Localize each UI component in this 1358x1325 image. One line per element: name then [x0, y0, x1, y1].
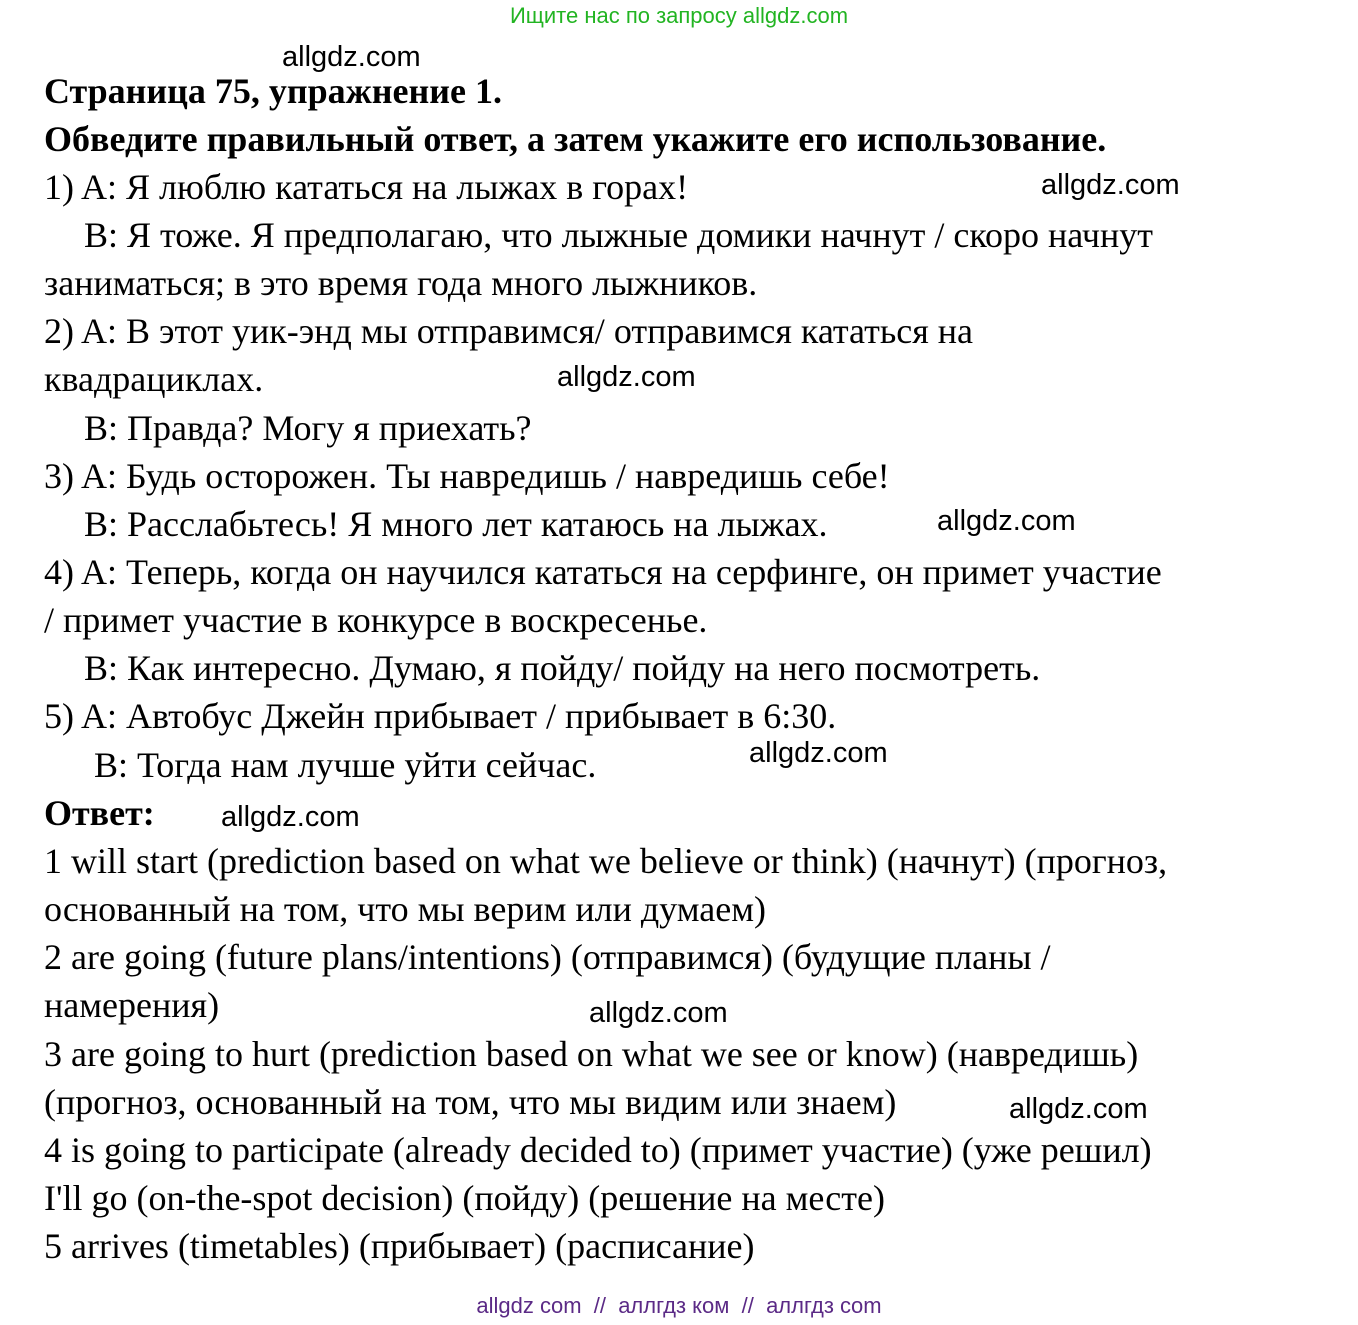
exercise-line: B: Правда? Могу я приехать? — [84, 408, 532, 448]
answer-label: Ответ: — [44, 793, 155, 833]
answer-line: (прогноз, основанный на том, что мы видим или знаем) — [44, 1082, 897, 1122]
answer-line: 2 are going (future plans/intentions) (отправимся) (будущие планы / — [44, 937, 1051, 977]
watermark: allgdz.com — [589, 997, 728, 1029]
answer-line: I'll go (on-the-spot decision) (пойду) (решение на месте) — [44, 1178, 885, 1218]
exercise-line: 1) A: Я люблю кататься на лыжах в горах! — [44, 167, 689, 207]
exercise-line: квадрациклах. — [44, 359, 264, 399]
instruction: Обведите правильный ответ, а затем укажите его использование. — [44, 119, 1107, 159]
watermark: allgdz.com — [937, 505, 1076, 537]
watermark: allgdz.com — [1041, 169, 1180, 201]
exercise-line: B: Как интересно. Думаю, я пойду/ пойду на него посмотреть. — [84, 648, 1041, 688]
footer-links[interactable]: allgdz com // аллгдз ком // аллгдз com — [476, 1293, 882, 1318]
exercise-line: 4) A: Теперь, когда он научился кататься на серфинге, он примет участие — [44, 552, 1162, 592]
watermark: allgdz.com — [282, 41, 421, 73]
exercise-line: заниматься; в это время года много лыжников. — [44, 263, 758, 303]
answer-line: 1 will start (prediction based on what we believe or think) (начнут) (прогноз, — [44, 841, 1168, 881]
exercise-line: / примет участие в конкурсе в воскресенье. — [44, 600, 708, 640]
exercise-line: B: Расслабьтесь! Я много лет катаюсь на лыжах. — [84, 504, 828, 544]
answer-line: намерения) — [44, 985, 220, 1025]
search-banner[interactable]: Ищите нас по запросу allgdz.com — [509, 3, 849, 28]
watermark: allgdz.com — [1009, 1093, 1148, 1125]
exercise-line: B: Тогда нам лучше уйти сейчас. — [94, 745, 597, 785]
exercise-line: 5) A: Автобус Джейн прибывает / прибывает в 6:30. — [44, 696, 837, 736]
answer-line: основанный на том, что мы верим или думаем) — [44, 889, 766, 929]
watermark: allgdz.com — [749, 737, 888, 769]
watermark: allgdz.com — [557, 361, 696, 393]
answer-line: 4 is going to participate (already decided to) (примет участие) (уже решил) — [44, 1130, 1152, 1170]
watermark: allgdz.com — [221, 801, 360, 833]
exercise-line: 3) A: Будь осторожен. Ты навредишь / навредишь себе! — [44, 456, 890, 496]
exercise-line: 2) A: В этот уик-энд мы отправимся/ отправимся кататься на — [44, 311, 974, 351]
answer-line: 3 are going to hurt (prediction based on what we see or know) (навредишь) — [44, 1034, 1139, 1074]
exercise-line: B: Я тоже. Я предполагаю, что лыжные домики начнут / скоро начнут — [84, 215, 1153, 255]
page-title: Страница 75, упражнение 1. — [44, 71, 502, 111]
answer-line: 5 arrives (timetables) (прибывает) (расписание) — [44, 1226, 755, 1266]
